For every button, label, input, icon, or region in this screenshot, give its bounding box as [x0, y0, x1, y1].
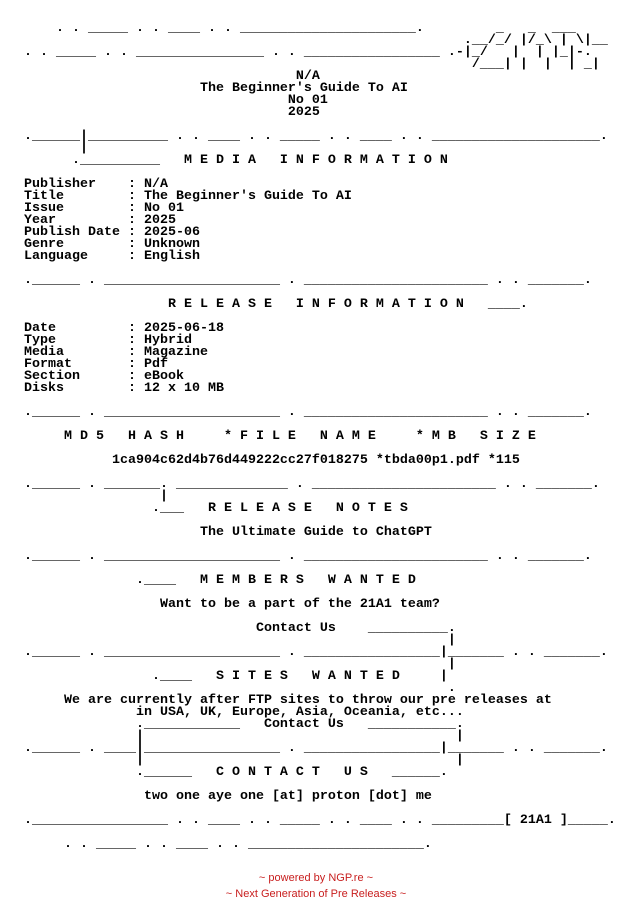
nfo-line: Year : 2025	[0, 213, 176, 228]
nfo-line: .______|__________ . . ____ . . _____ . . ____ . . _____________________.	[0, 129, 608, 144]
nfo-line: . . _____ . . ________________ . . _________________ .-|_/ | | |_|-.	[0, 45, 592, 60]
nfo-line: .______ . ____|_________________ . _________________|_______ . . _______.	[0, 741, 608, 756]
nfo-line: N/A	[0, 69, 592, 84]
nfo-line: Date : 2025-06-18	[0, 321, 224, 336]
footer-tagline: ~ Next Generation of Pre Releases ~	[225, 888, 407, 900]
nfo-line: Section : eBook	[0, 369, 184, 384]
nfo-line: R E L E A S E I N F O R M A T I O N ____.	[0, 297, 592, 312]
nfo-line: .__________ M E D I A I N F O R M A T I O N	[0, 153, 600, 168]
nfo-line: .____ S I T E S W A N T E D |	[0, 669, 592, 684]
nfo-line: Publisher : N/A	[0, 177, 168, 192]
nfo-line: Format : Pdf	[0, 357, 168, 372]
nfo-line: .____ M E M B E R S W A N T E D	[0, 573, 592, 588]
nfo-line: | |	[0, 753, 600, 768]
nfo-line: The Beginner's Guide To AI	[0, 81, 576, 96]
nfo-line: /___| | | | _|	[0, 57, 616, 72]
nfo-line: .______ . ______________________ . _________________|_______ . . _______.	[0, 645, 608, 660]
footer-powered-by: ~ powered by NGP.re ~	[258, 872, 374, 884]
nfo-line: .______ . ______________________ . _______________________ . . _______.	[0, 405, 592, 420]
footer	[0, 870, 632, 902]
nfo-line: .______ . ______________________ . _______________________ . . _______.	[0, 273, 592, 288]
nfo-line: The Ultimate Guide to ChatGPT	[0, 525, 600, 540]
nfo-line: .__/_/ |/_\ | \|__	[0, 33, 608, 48]
nfo-line: . . _____ . . ____ . . ______________________.	[0, 837, 600, 852]
nfo-line: in USA, UK, Europe, Asia, Oceania, etc...	[0, 705, 592, 720]
nfo-line: Title : The Beginner's Guide To AI	[0, 189, 352, 204]
nfo-line: Genre : Unknown	[0, 237, 200, 252]
nfo-line: .______ C O N T A C T U S ______.	[0, 765, 600, 780]
nfo-line: Issue : No 01	[0, 201, 184, 216]
nfo-line: 1ca904c62d4b76d449222cc27f018275 *tbda00p1.pdf *115	[0, 453, 600, 468]
nfo-line: .___ R E L E A S E N O T E S	[0, 501, 600, 516]
nfo-line: M D 5 H A S H * F I L E N A M E * M B S I Z E	[0, 429, 592, 444]
nfo-line: |	[0, 657, 600, 672]
nfo-line: Disks : 12 x 10 MB	[0, 381, 224, 396]
nfo-line: .______ . _______. ______________ . _______________________ . . _______.	[0, 477, 600, 492]
nfo-line: Language : English	[0, 249, 200, 264]
nfo-line: Want to be a part of the 21A1 team?	[0, 597, 592, 612]
nfo-line: .______ . ______________________ . _______________________ . . _______.	[0, 549, 592, 564]
nfo-line: No 01	[0, 93, 600, 108]
nfo-line: Publish Date : 2025-06	[0, 225, 200, 240]
nfo-line: |	[0, 633, 600, 648]
nfo-line: Type : Hybrid	[0, 333, 192, 348]
nfo-line: two one aye one [at] proton [dot] me	[0, 789, 600, 804]
nfo-line: .____________ Contact Us ___________.	[0, 717, 600, 732]
nfo-line: |	[0, 489, 600, 504]
nfo-line: | |	[0, 729, 600, 744]
nfo-line: 2025	[0, 105, 600, 120]
nfo-line: We are currently after FTP sites to throw our pre releases at	[0, 693, 592, 708]
nfo-line: Contact Us __________.	[0, 621, 600, 636]
nfo-line: ._________________ . . ____ . . _____ . . ____ . . _________[ 21A1 ]_____.	[0, 813, 616, 828]
nfo-line: |	[0, 141, 600, 156]
nfo-line: Media : Magazine	[0, 345, 208, 360]
nfo-line: . . _____ . . ____ . . ______________________. _ _ ___	[0, 21, 584, 36]
nfo-line: .	[0, 681, 600, 696]
